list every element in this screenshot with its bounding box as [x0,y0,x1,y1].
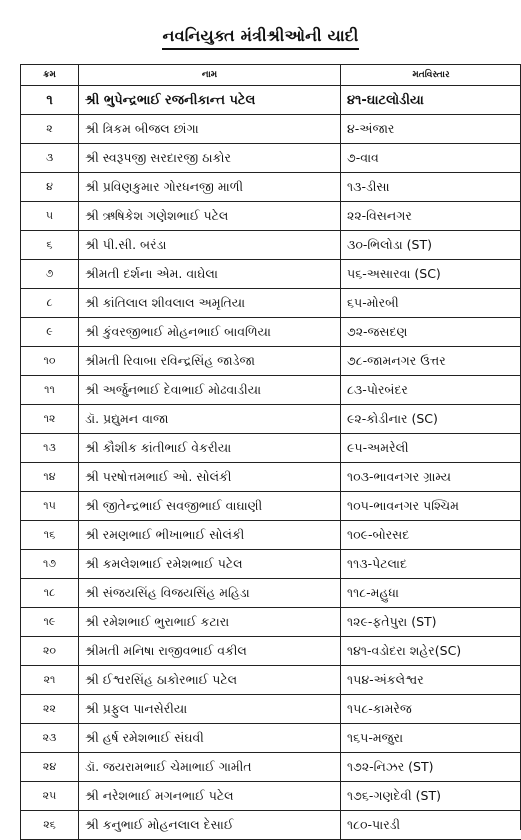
table-header-row [21,65,521,86]
row-number: ૩ [21,144,79,173]
constituency-cell: ૧૩-ડીસા [341,173,521,202]
table-row [21,521,521,550]
constituency-cell: ૬૫-મોરબી [341,289,521,318]
table-row [21,202,521,231]
table-row [21,753,521,782]
table-row [21,173,521,202]
row-number: ૧૮ [21,579,79,608]
constituency-cell: ૯૫-અમરેલી [341,434,521,463]
row-number: ૧૨ [21,405,79,434]
constituency-cell: ૩૦-ભિલોડા (ST) [341,231,521,260]
row-number: ૧૯ [21,608,79,637]
minister-name: શ્રી ભુપેન્દ્રભાઈ રજનીકાન્ત પટેલ [79,86,341,115]
title-area [0,26,521,50]
table-body [21,86,521,840]
minister-name: શ્રી હર્ષ રમેશભાઈ સંઘવી [79,724,341,753]
table-row [21,608,521,637]
table-row [21,550,521,579]
constituency-cell: ૧૫૮-કામરેજ [341,695,521,724]
constituency-cell: ૪૧-ઘાટલોડીયા [341,86,521,115]
row-number: ૭ [21,260,79,289]
row-number: ૧૬ [21,521,79,550]
minister-name: ડૉ. જયરામભાઈ ચેમાભાઈ ગામીત [79,753,341,782]
constituency-cell: ૭૮-જામનગર ઉત્તર [341,347,521,376]
minister-name: શ્રીમતી દર્શના એમ. વાઘેલા [79,260,341,289]
table-row [21,260,521,289]
table-row [21,289,521,318]
constituency-cell: ૭-વાવ [341,144,521,173]
table-row [21,579,521,608]
minister-name: શ્રી નરેશભાઈ મગનભાઈ પટેલ [79,782,341,811]
minister-name: શ્રી સ્વરૂપજી સરદારજી ઠાકોર [79,144,341,173]
header-constituency: મતવિસ્તાર [341,65,521,86]
row-number: ૨૦ [21,637,79,666]
constituency-cell: ૧૦૯-બોરસદ [341,521,521,550]
table-row [21,782,521,811]
table-row [21,463,521,492]
minister-name: શ્રીમતી રિવાબા રવિન્દ્રસિંહ જાડેજા [79,347,341,376]
minister-name: શ્રી સંજયસિંહ વિજયસિંહ મહિડા [79,579,341,608]
row-number: ૫ [21,202,79,231]
constituency-cell: ૧૬૫-મજુરા [341,724,521,753]
minister-name: શ્રી ઈશ્વરસિંહ ઠાકોરભાઈ પટેલ [79,666,341,695]
row-number: ૨૪ [21,753,79,782]
row-number: ૧ [21,86,79,115]
table-row [21,637,521,666]
constituency-cell: ૧૫૪-અંકલેશ્વર [341,666,521,695]
constituency-cell: ૧૦૫-ભાવનગર પશ્ચિમ [341,492,521,521]
row-number: ૬ [21,231,79,260]
minister-name: શ્રી કૌશીક કાંતીભાઈ વેકરીયા [79,434,341,463]
table-row [21,434,521,463]
row-number: ૧૫ [21,492,79,521]
minister-name: શ્રી ઋષિકેશ ગણેશભાઈ પટેલ [79,202,341,231]
table-row [21,318,521,347]
row-number: ૧૭ [21,550,79,579]
minister-name: શ્રી પી.સી. બરંડા [79,231,341,260]
row-number: ૨૩ [21,724,79,753]
table-row [21,376,521,405]
constituency-cell: ૧૭૬-ગણદેવી (ST) [341,782,521,811]
constituency-cell: ૧૧૮-મહુધા [341,579,521,608]
row-number: ૨૧ [21,666,79,695]
minister-name: શ્રી જીતેન્દ્રભાઈ સવજીભાઈ વાઘાણી [79,492,341,521]
table-row [21,666,521,695]
constituency-cell: ૮૩-પોરબંદર [341,376,521,405]
row-number: ૮ [21,289,79,318]
minister-name: શ્રી પ્રફુલ પાનસેરીયા [79,695,341,724]
minister-name: શ્રી રમણભાઈ ભીખાભાઈ સોલંકી [79,521,341,550]
minister-name: શ્રી કાંતિલાલ શીવલાલ અમૃતિયા [79,289,341,318]
minister-name: ડૉ. પ્રદ્યુમન વાજા [79,405,341,434]
table-row [21,144,521,173]
page-title: નવનિયુક્ત મંત્રીશ્રીઓની યાદી [162,26,358,50]
constituency-cell: ૫૬-અસારવા (SC) [341,260,521,289]
minister-table-wrapper [20,64,521,840]
constituency-cell: ૧૭૨-નિઝર (ST) [341,753,521,782]
constituency-cell: ૯૨-કોડીનાર (SC) [341,405,521,434]
constituency-cell: ૨૨-વિસનગર [341,202,521,231]
minister-table [20,64,521,840]
row-number: ૧૧ [21,376,79,405]
table-row [21,115,521,144]
table-row [21,347,521,376]
constituency-cell: ૭૨-જસદણ [341,318,521,347]
constituency-cell: ૧૨૯-ફતેપુરા (ST) [341,608,521,637]
row-number: ૯ [21,318,79,347]
minister-name: શ્રી કમલેશભાઈ રમેશભાઈ પટેલ [79,550,341,579]
table-row [21,724,521,753]
constituency-cell: ૧૧૩-પેટલાદ [341,550,521,579]
table-row [21,695,521,724]
row-number: ૨૬ [21,811,79,840]
header-number: ક્રમ [21,65,79,86]
table-row [21,811,521,840]
minister-name: શ્રીમતી મનિષા રાજીવભાઈ વકીલ [79,637,341,666]
table-row [21,405,521,434]
row-number: ૧૦ [21,347,79,376]
row-number: ૧૪ [21,463,79,492]
constituency-cell: ૧૪૧-વડોદરા શહેર(SC) [341,637,521,666]
constituency-cell: ૧૦૩-ભાવનગર ગ્રામ્ય [341,463,521,492]
minister-name: શ્રી રમેશભાઈ ભુરાભાઈ કટારા [79,608,341,637]
minister-name: શ્રી પરષોત્તમભાઈ ઓ. સોલંકી [79,463,341,492]
minister-name: શ્રી પ્રવિણકુમાર ગોરધનજી માળી [79,173,341,202]
row-number: ૨૫ [21,782,79,811]
row-number: ૨ [21,115,79,144]
row-number: ૨૨ [21,695,79,724]
constituency-cell: ૧૮૦-પારડી [341,811,521,840]
table-row [21,492,521,521]
minister-name: શ્રી કનુભાઈ મોહનલાલ દેસાઈ [79,811,341,840]
constituency-cell: ૪-અંજાર [341,115,521,144]
row-number: ૧૩ [21,434,79,463]
table-row [21,231,521,260]
table-row [21,86,521,115]
minister-name: શ્રી ત્રિકમ બીજલ છાંગા [79,115,341,144]
row-number: ૪ [21,173,79,202]
header-name: નામ [79,65,341,86]
minister-name: શ્રી અર્જુનભાઈ દેવાભાઈ મોઢવાડીયા [79,376,341,405]
minister-name: શ્રી કુંવરજીભાઈ મોહનભાઈ બાવળિયા [79,318,341,347]
